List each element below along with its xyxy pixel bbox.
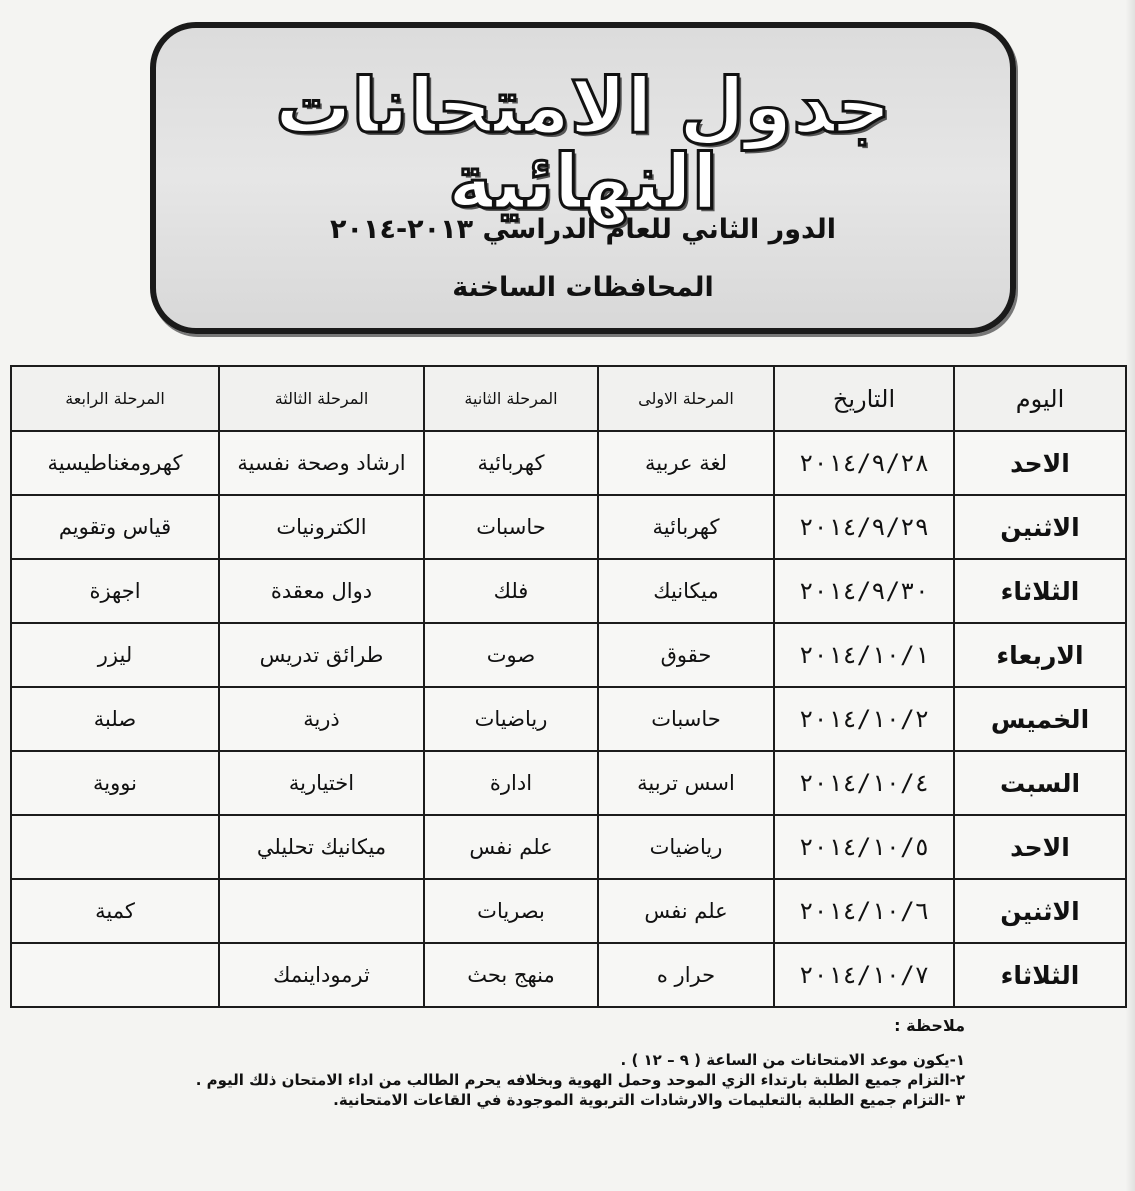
stage-4-cell [11,815,219,879]
region-label: المحافظات الساخنة [452,272,714,303]
day-cell: الاحد [954,815,1126,879]
stage-1-cell: لغة عربية [598,431,774,495]
stage-4-cell: كمية [11,879,219,943]
stage-4-cell: نووية [11,751,219,815]
day-cell: الاثنين [954,495,1126,559]
date-cell: ٢٠١٤/١٠/١ [774,623,954,687]
column-header-day: اليوم [954,366,1126,431]
stage-2-cell: منهج بحث [424,943,598,1007]
stage-3-cell: ميكانيك تحليلي [219,815,424,879]
column-header-stage-1: المرحلة الاولى [598,366,774,431]
table-row [11,879,1126,943]
day-cell: الخميس [954,687,1126,751]
stage-2-cell: علم نفس [424,815,598,879]
note-item: ٣ -التزام جميع الطلبة بالتعليمات والارشادات التربوية الموجودة في القاعات الامتحانية. [333,1091,965,1109]
note-item: ١-يكون موعد الامتحانات من الساعة ( ٩ – ١٢ ) . [620,1051,965,1069]
table-row [11,751,1126,815]
stage-4-cell [11,943,219,1007]
stage-3-cell: دوال معقدة [219,559,424,623]
page-edge-shadow [1125,0,1135,1191]
table-row [11,687,1126,751]
date-cell: ٢٠١٤/١٠/٦ [774,879,954,943]
table-row [11,943,1126,1007]
stage-3-cell [219,879,424,943]
date-cell: ٢٠١٤/١٠/٢ [774,687,954,751]
date-cell: ٢٠١٤/١٠/٥ [774,815,954,879]
note-item: ٢-التزام جميع الطلبة بارتداء الزي الموحد وحمل الهوية وبخلافه يحرم الطالب من اداء الامتحان ذلك اليوم . [195,1071,965,1089]
stage-1-cell: رياضيات [598,815,774,879]
stage-1-cell: ميكانيك [598,559,774,623]
column-header-stage-3: المرحلة الثالثة [219,366,424,431]
column-header-stage-2: المرحلة الثانية [424,366,598,431]
stage-3-cell: ارشاد وصحة نفسية [219,431,424,495]
date-cell: ٢٠١٤/٩/٢٨ [774,431,954,495]
stage-2-cell: بصريات [424,879,598,943]
table-row [11,815,1126,879]
date-cell: ٢٠١٤/٩/٣٠ [774,559,954,623]
stage-3-cell: ثرموداينمك [219,943,424,1007]
date-cell: ٢٠١٤/١٠/٤ [774,751,954,815]
stage-4-cell: ليزر [11,623,219,687]
stage-4-cell: كهرومغناطيسية [11,431,219,495]
stage-1-cell: حرار ه [598,943,774,1007]
exam-schedule-table [10,365,1127,1008]
day-cell: الثلاثاء [954,559,1126,623]
stage-3-cell: الكترونيات [219,495,424,559]
notes-heading: ملاحظة : [894,1016,965,1035]
stage-2-cell: حاسبات [424,495,598,559]
stage-3-cell: اختيارية [219,751,424,815]
stage-4-cell: اجهزة [11,559,219,623]
page-title: جدول الامتحانات النهائية [275,61,891,226]
day-cell: الاثنين [954,879,1126,943]
table-header-row [11,366,1126,431]
stage-2-cell: كهربائية [424,431,598,495]
stage-4-cell: قياس وتقويم [11,495,219,559]
page-subtitle: الدور الثاني للعام الدراسي ٢٠١٣-٢٠١٤ [330,214,836,245]
table-row [11,431,1126,495]
table-row [11,495,1126,559]
stage-1-cell: حقوق [598,623,774,687]
stage-1-cell: علم نفس [598,879,774,943]
title-box [150,22,1016,334]
column-header-date: التاريخ [774,366,954,431]
stage-1-cell: اسس تربية [598,751,774,815]
stage-3-cell: ذرية [219,687,424,751]
stage-2-cell: رياضيات [424,687,598,751]
table-row [11,559,1126,623]
stage-2-cell: صوت [424,623,598,687]
column-header-stage-4: المرحلة الرابعة [11,366,219,431]
stage-1-cell: كهربائية [598,495,774,559]
day-cell: السبت [954,751,1126,815]
day-cell: الاحد [954,431,1126,495]
day-cell: الاربعاء [954,623,1126,687]
stage-2-cell: فلك [424,559,598,623]
date-cell: ٢٠١٤/١٠/٧ [774,943,954,1007]
stage-1-cell: حاسبات [598,687,774,751]
day-cell: الثلاثاء [954,943,1126,1007]
notes-section [25,1016,965,1110]
stage-4-cell: صلبة [11,687,219,751]
stage-2-cell: ادارة [424,751,598,815]
table-row [11,623,1126,687]
date-cell: ٢٠١٤/٩/٢٩ [774,495,954,559]
stage-3-cell: طرائق تدريس [219,623,424,687]
